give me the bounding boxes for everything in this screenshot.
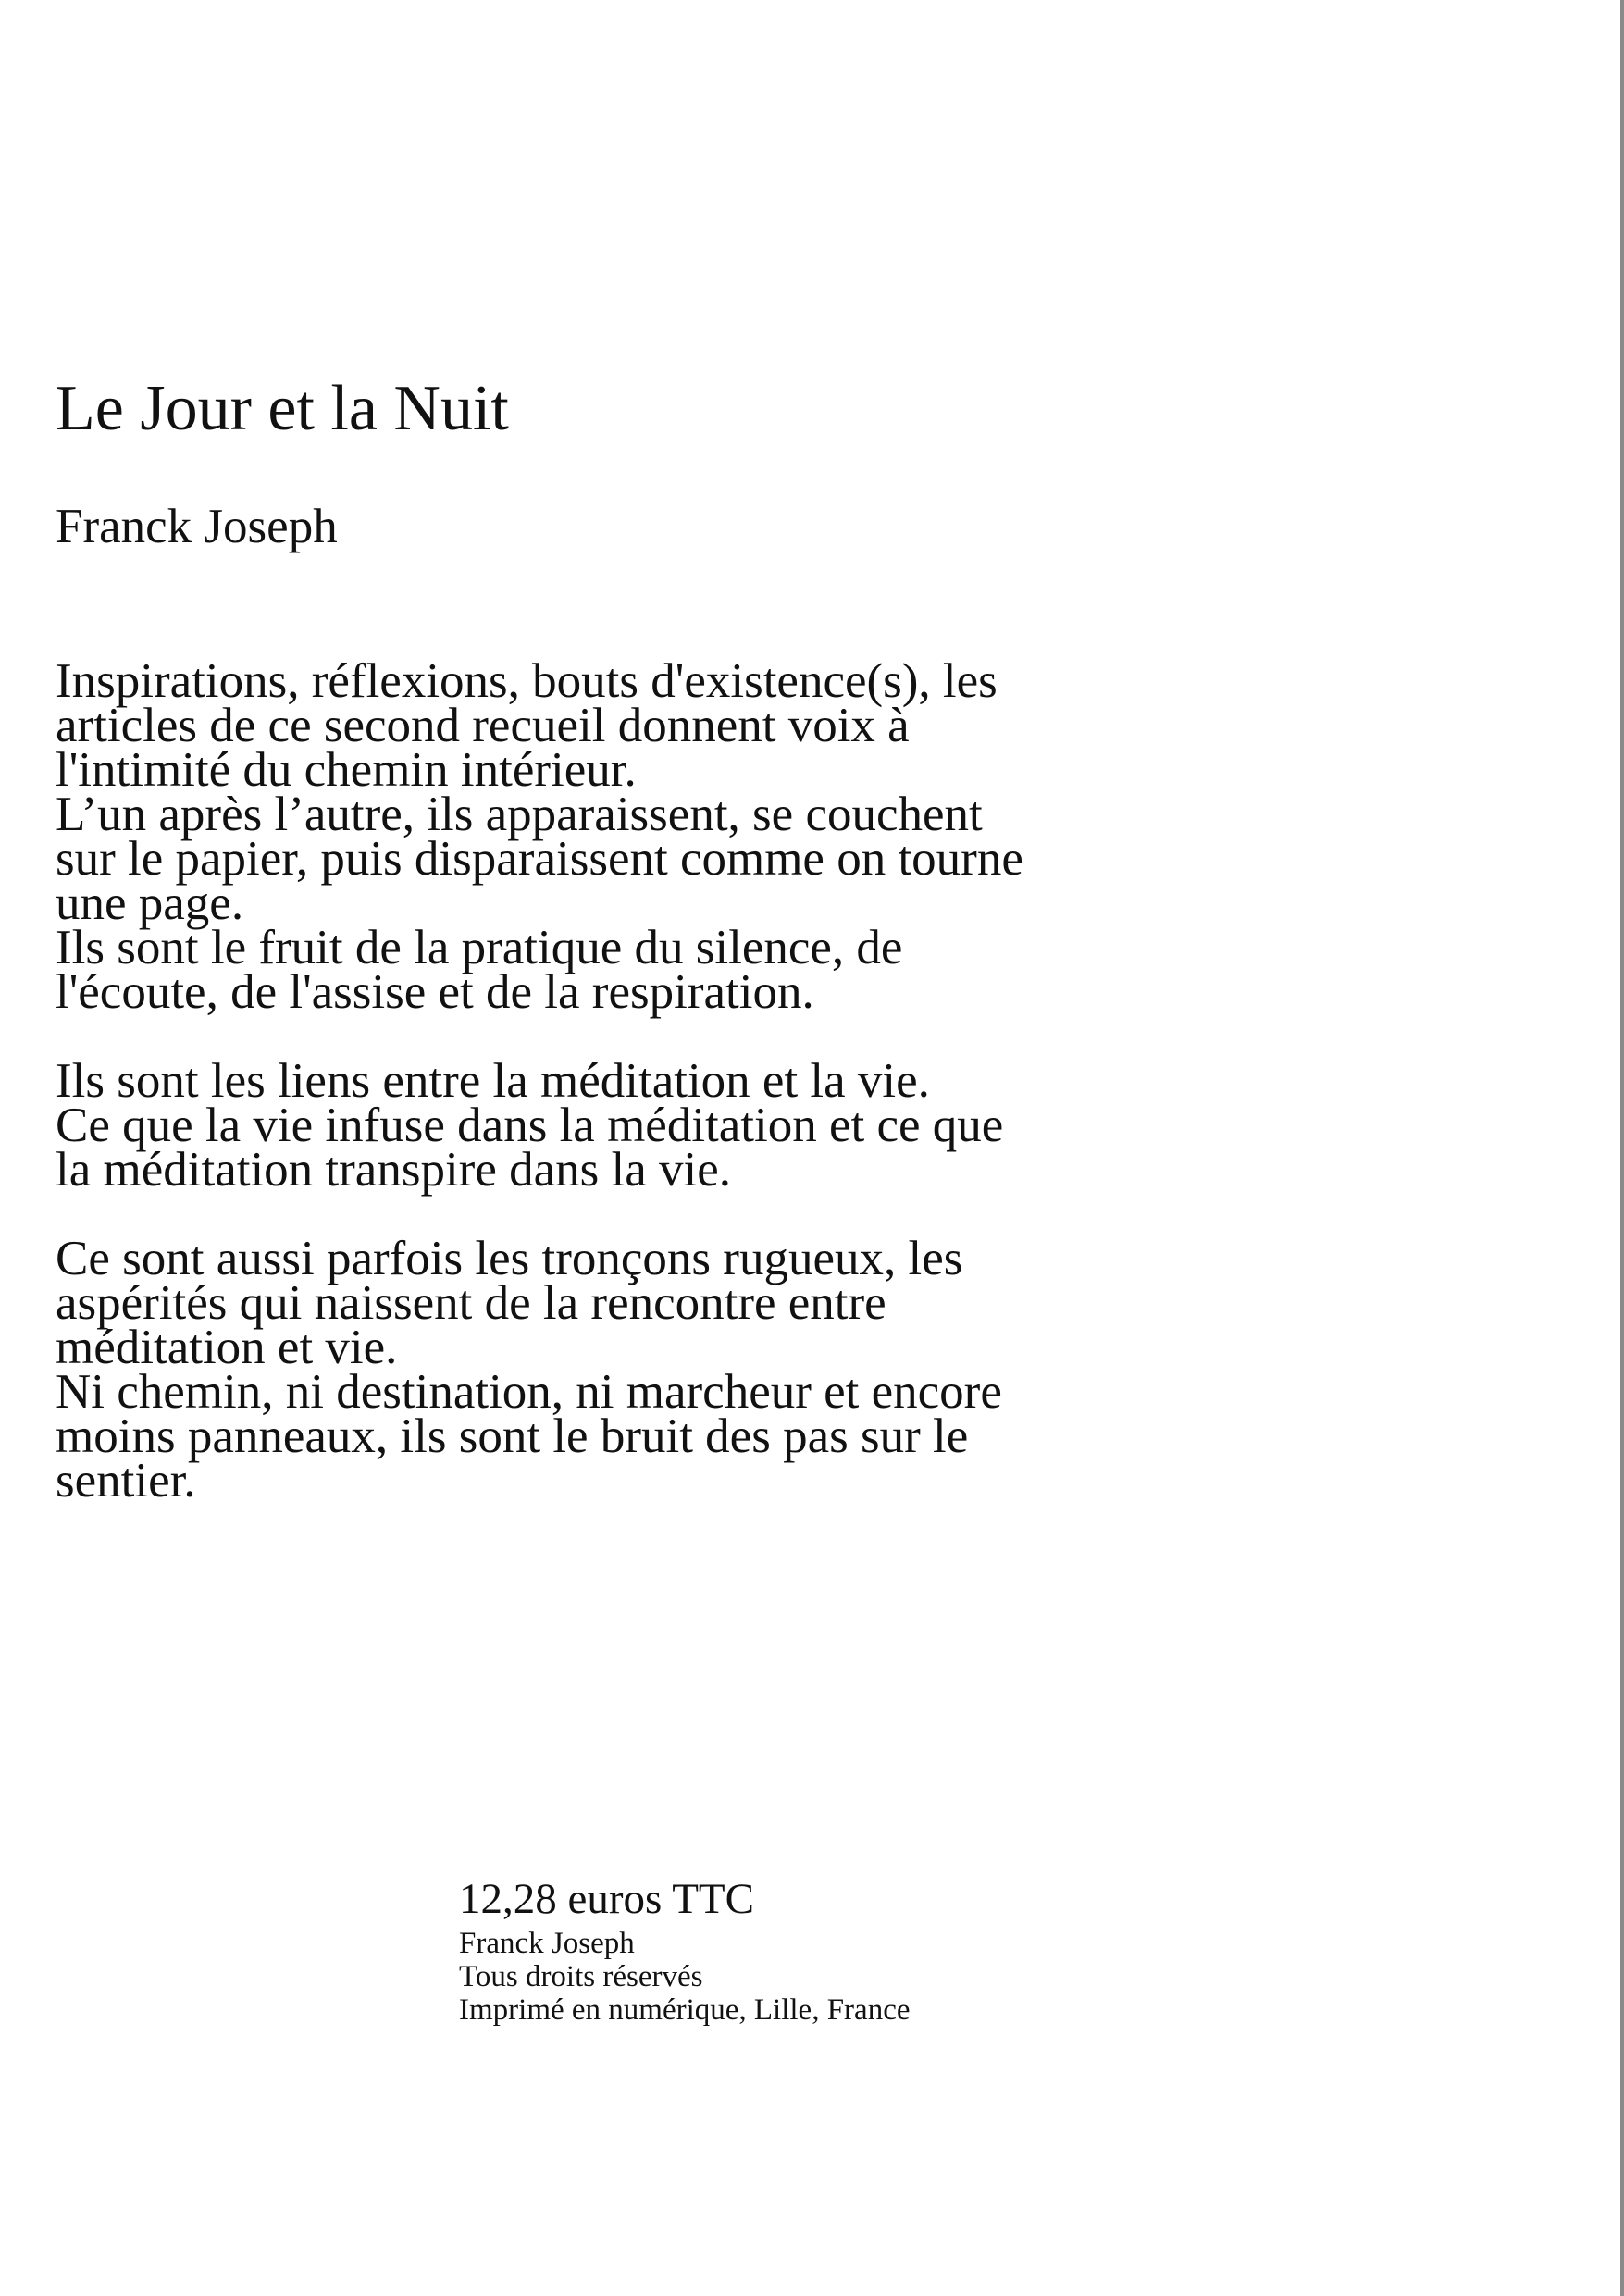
- blurb-line: aspérités qui naissent de la rencontre entre: [56, 1276, 886, 1330]
- price-label: 12,28 euros TTC: [459, 1875, 754, 1923]
- blurb-line: Ils sont le fruit de la pratique du silence, de: [56, 921, 903, 974]
- printing-notice: Imprimé en numérique, Lille, France: [459, 1993, 911, 2027]
- book-author: Franck Joseph: [56, 500, 338, 553]
- blurb-line: l'intimité du chemin intérieur.: [56, 743, 637, 797]
- blurb-line: articles de ce second recueil donnent voix à: [56, 699, 910, 752]
- blurb-line: Ce que la vie infuse dans la méditation et ce que: [56, 1098, 1004, 1152]
- page-edge: [1620, 0, 1624, 2296]
- colophon-author: Franck Joseph: [459, 1927, 635, 1960]
- blurb-line: L’un après l’autre, ils apparaissent, se couchent: [56, 788, 983, 841]
- blurb-line: la méditation transpire dans la vie.: [56, 1143, 731, 1197]
- blurb-paragraph: [56, 654, 1258, 1019]
- blurb-line: méditation et vie.: [56, 1321, 398, 1374]
- blurb-line: l'écoute, de l'assise et de la respiration.: [56, 965, 814, 1019]
- blurb-paragraph: [56, 1232, 1258, 1508]
- blurb-line: Inspirations, réflexions, bouts d'existence(s), les: [56, 654, 998, 708]
- blurb-line: Ni chemin, ni destination, ni marcheur et encore: [56, 1365, 1002, 1419]
- book-title: Le Jour et la Nuit: [56, 373, 509, 444]
- blurb-line: Ils sont les liens entre la méditation et la vie.: [56, 1054, 930, 1108]
- colophon: [459, 1871, 911, 2027]
- rights-notice: Tous droits réservés: [459, 1960, 703, 1993]
- blurb-line: Ce sont aussi parfois les tronçons rugueux, les: [56, 1232, 963, 1285]
- back-cover-blurb: [56, 654, 1258, 1547]
- blurb-line: sentier.: [56, 1454, 196, 1508]
- blurb-paragraph: [56, 1054, 1258, 1197]
- blurb-line: une page.: [56, 876, 244, 930]
- blurb-line: sur le papier, puis disparaissent comme on tourne: [56, 832, 1023, 886]
- blurb-line: moins panneaux, ils sont le bruit des pas sur le: [56, 1409, 969, 1463]
